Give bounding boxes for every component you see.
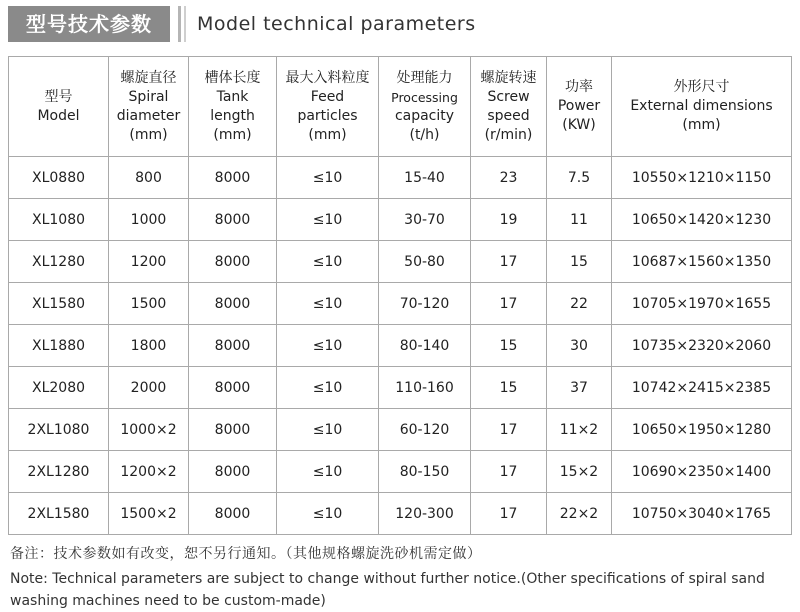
table-cell: 17 (471, 283, 547, 325)
column-header-line: 槽体长度 (204, 69, 261, 86)
table-cell: 1800 (109, 325, 189, 367)
notes (10, 543, 795, 612)
column-header-line: capacity (394, 107, 455, 124)
parameters-table-container (8, 56, 791, 535)
table-cell: 800 (109, 157, 189, 199)
column-header-line: speed (487, 107, 530, 124)
table-cell: 15-40 (379, 157, 471, 199)
column-header-line: Model (37, 107, 80, 124)
column-header-line: (mm) (682, 117, 721, 133)
table-row (9, 241, 792, 283)
table-cell: 30-70 (379, 199, 471, 241)
column-header-line: 最大入料粒度 (285, 69, 370, 86)
column-header (277, 57, 379, 157)
table-cell: 22×2 (547, 493, 612, 535)
column-header (379, 57, 471, 157)
table-cell: XL1880 (9, 325, 109, 367)
column-header-line: Spiral (128, 88, 169, 105)
table-cell: 7.5 (547, 157, 612, 199)
table-header-row (9, 57, 792, 157)
column-header-line: Feed (310, 88, 345, 105)
table-cell: XL1080 (9, 199, 109, 241)
table-cell: 10650×1420×1230 (612, 199, 792, 241)
table-row (9, 157, 792, 199)
table-cell: ≤10 (277, 451, 379, 493)
table-cell: 10650×1950×1280 (612, 409, 792, 451)
table-cell: 120-300 (379, 493, 471, 535)
table-cell: ≤10 (277, 367, 379, 409)
column-header-line: (mm) (308, 126, 347, 143)
column-header-line: Screw (487, 88, 530, 105)
note-english: Note: Technical parameters are subject to change without further notice.(Other specifications of spiral sand washing machines need to be custom-made) (10, 571, 765, 609)
table-cell: 10750×3040×1765 (612, 493, 792, 535)
page-header (0, 0, 800, 50)
column-header-line: particles (297, 107, 358, 124)
table-row (9, 325, 792, 367)
table-row (9, 451, 792, 493)
column-header-line: 螺旋转速 (480, 69, 537, 86)
column-header (9, 57, 109, 157)
table-cell: ≤10 (277, 325, 379, 367)
table-cell: 2XL1580 (9, 493, 109, 535)
table-cell: 8000 (189, 451, 277, 493)
table-cell: 10690×2350×1400 (612, 451, 792, 493)
table-cell: ≤10 (277, 493, 379, 535)
table-row (9, 199, 792, 241)
table-cell: 1500 (109, 283, 189, 325)
column-header-line: (r/min) (484, 126, 533, 143)
column-header-line: Power (557, 98, 601, 114)
table-cell: 2000 (109, 367, 189, 409)
table-cell: 11×2 (547, 409, 612, 451)
column-header-line: (mm) (213, 126, 252, 143)
table-cell: ≤10 (277, 157, 379, 199)
table-body (9, 157, 792, 535)
page-title: Model technical parameters (197, 13, 476, 35)
table-row (9, 283, 792, 325)
table-cell: 2XL1080 (9, 409, 109, 451)
table-cell: 17 (471, 451, 547, 493)
column-header-line: External dimensions (630, 98, 773, 114)
table-cell: 10687×1560×1350 (612, 241, 792, 283)
column-header-line: 螺旋直径 (120, 69, 177, 86)
table-row (9, 409, 792, 451)
header-badge: 型号技术参数 (8, 6, 170, 42)
column-header-line: (KW) (562, 117, 596, 133)
table-cell: ≤10 (277, 199, 379, 241)
table-cell: 8000 (189, 241, 277, 283)
table-cell: 8000 (189, 325, 277, 367)
table-cell: 50-80 (379, 241, 471, 283)
column-header (612, 57, 792, 157)
table-cell: 30 (547, 325, 612, 367)
table-cell: 10550×1210×1150 (612, 157, 792, 199)
table-cell: 17 (471, 241, 547, 283)
table-cell: 23 (471, 157, 547, 199)
table-cell: 8000 (189, 199, 277, 241)
table-cell: 15×2 (547, 451, 612, 493)
table-header (9, 57, 792, 157)
column-header-line: 处理能力 (396, 69, 453, 86)
table-cell: XL1580 (9, 283, 109, 325)
table-cell: ≤10 (277, 409, 379, 451)
table-cell: 8000 (189, 157, 277, 199)
table-cell: 8000 (189, 409, 277, 451)
table-cell: 15 (547, 241, 612, 283)
note-chinese: 备注：技术参数如有改变，恕不另行通知。（其他规格螺旋洗砂机需定做） (10, 546, 482, 562)
column-header-line: (mm) (129, 126, 168, 143)
column-header-line: Processing (391, 89, 458, 105)
table-cell: 15 (471, 367, 547, 409)
parameters-table (8, 56, 792, 535)
table-cell: 15 (471, 325, 547, 367)
table-cell: XL2080 (9, 367, 109, 409)
table-cell: 17 (471, 409, 547, 451)
table-cell: XL1280 (9, 241, 109, 283)
column-header (471, 57, 547, 157)
table-row (9, 493, 792, 535)
table-cell: 70-120 (379, 283, 471, 325)
table-cell: 8000 (189, 367, 277, 409)
table-cell: 22 (547, 283, 612, 325)
table-cell: 11 (547, 199, 612, 241)
column-header-line: Tank (216, 88, 249, 105)
table-cell: 60-120 (379, 409, 471, 451)
header-divider (178, 6, 181, 42)
table-cell: 8000 (189, 283, 277, 325)
column-header-line: length (210, 107, 255, 124)
table-cell: 80-150 (379, 451, 471, 493)
table-cell: ≤10 (277, 241, 379, 283)
table-cell: 1200 (109, 241, 189, 283)
column-header-line: 外形尺寸 (673, 79, 730, 95)
table-row (9, 367, 792, 409)
table-cell: XL0880 (9, 157, 109, 199)
column-header (547, 57, 612, 157)
header-divider-secondary (184, 6, 186, 42)
table-cell: 8000 (189, 493, 277, 535)
column-header (189, 57, 277, 157)
column-header-line: 型号 (44, 88, 73, 105)
column-header (109, 57, 189, 157)
column-header-line: (t/h) (409, 126, 440, 143)
table-cell: 37 (547, 367, 612, 409)
table-cell: 1200×2 (109, 451, 189, 493)
table-cell: 10705×1970×1655 (612, 283, 792, 325)
table-cell: 2XL1280 (9, 451, 109, 493)
table-cell: 1500×2 (109, 493, 189, 535)
table-cell: 1000×2 (109, 409, 189, 451)
table-cell: 80-140 (379, 325, 471, 367)
column-header-line: diameter (116, 107, 181, 124)
column-header-line: 功率 (565, 79, 593, 95)
table-cell: 10742×2415×2385 (612, 367, 792, 409)
table-cell: 110-160 (379, 367, 471, 409)
table-cell: 10735×2320×2060 (612, 325, 792, 367)
table-cell: 1000 (109, 199, 189, 241)
table-cell: 19 (471, 199, 547, 241)
table-cell: ≤10 (277, 283, 379, 325)
table-cell: 17 (471, 493, 547, 535)
